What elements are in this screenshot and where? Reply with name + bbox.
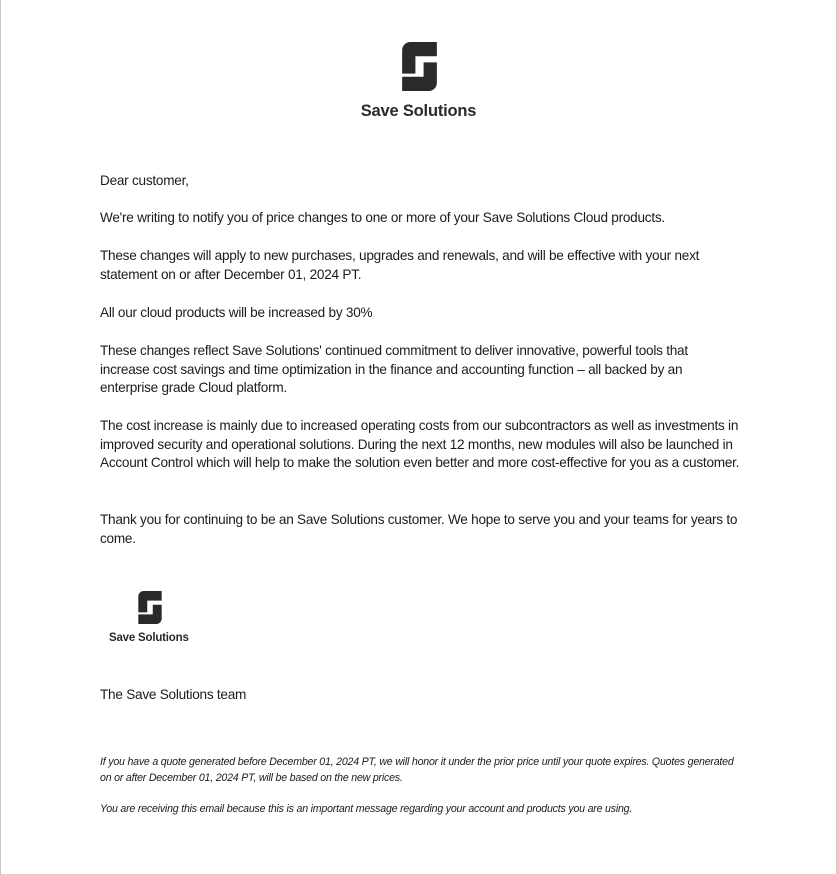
paragraph-thank-you: Thank you for continuing to be an Save Solutions customer. We hope to serve you and your teams for years to come. bbox=[100, 512, 738, 546]
paragraph-commitment: These changes reflect Save Solutions' continued commitment to deliver innovative, powerful tools that increase cost savings and time optimization in the finance and accounting function – all backed by an enterprise grade Cloud platform. bbox=[100, 343, 688, 396]
save-solutions-logo-icon bbox=[402, 42, 437, 91]
paragraph-increase: All our cloud products will be increased by 30% bbox=[100, 305, 373, 320]
reason-notice: You are receiving this email because this is an important message regarding your account and products you are using. bbox=[100, 803, 633, 815]
brand-name: Save Solutions bbox=[360, 102, 477, 120]
greeting: Dear customer, bbox=[100, 173, 189, 188]
quote-notice: If you have a quote generated before December 01, 2024 PT, we will honor it under the prior price until your quote expires. Quotes generated on or after December 01, 2024 PT, will be based on the new prices. bbox=[100, 756, 734, 784]
sign-off: The Save Solutions team bbox=[100, 687, 247, 702]
paragraph-cost-reason: The cost increase is mainly due to increased operating costs from our subcontractors as well as investments in improved security and operational solutions. During the next 12 months, new modules will also be launched in Account Control which will help to make the solution even better and more cost-effective for you as a customer. bbox=[100, 418, 740, 471]
signature-logo-icon bbox=[138, 591, 162, 624]
paragraph-intro: We're writing to notify you of price changes to one or more of your Save Solutions Cloud products. bbox=[100, 210, 665, 225]
signature-brand-name: Save Solutions bbox=[109, 632, 189, 644]
paragraph-effective-date: These changes will apply to new purchases, upgrades and renewals, and will be effective with your next statement on or after December 01, 2024 PT. bbox=[100, 248, 700, 282]
